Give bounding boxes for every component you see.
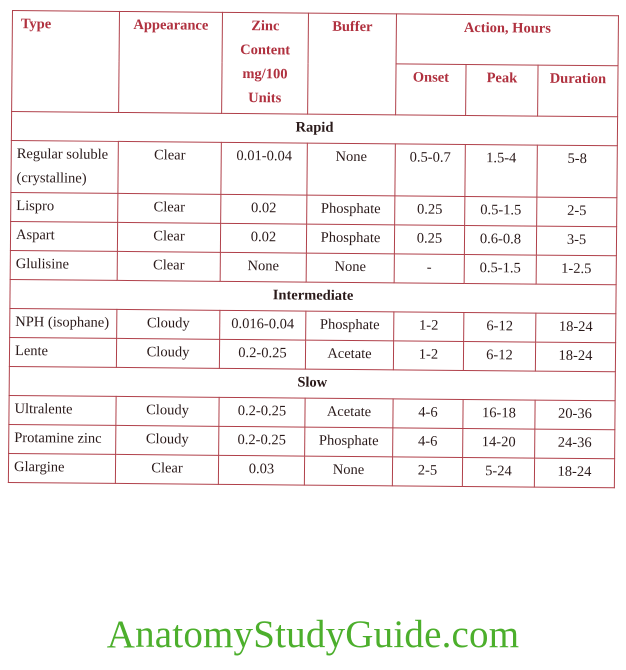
cell-type: Glargine — [8, 453, 115, 483]
insulin-table — [8, 10, 619, 488]
cell-peak: 1.5-4 — [465, 144, 537, 197]
cell-type: Protamine zinc — [9, 424, 116, 454]
cell-peak: 6-12 — [464, 313, 536, 343]
cell-buffer: None — [304, 456, 392, 486]
cell-buffer: None — [307, 143, 395, 197]
cell-appearance: Clear — [118, 194, 221, 224]
cell-zinc: 0.2-0.25 — [219, 397, 305, 427]
cell-onset: 2-5 — [392, 457, 462, 487]
cell-zinc: 0.02 — [221, 195, 307, 225]
cell-type: NPH (isophane) — [10, 309, 117, 339]
cell-buffer: Acetate — [305, 340, 393, 370]
cell-type: Glulisine — [10, 251, 117, 281]
header-action: Action, Hours — [396, 14, 618, 66]
cell-peak: 6-12 — [463, 342, 535, 372]
cell-type: Lispro — [11, 193, 118, 223]
header-onset: Onset — [396, 64, 466, 115]
cell-appearance: Cloudy — [117, 310, 220, 340]
cell-onset: 1-2 — [394, 312, 464, 342]
section-label: Intermediate — [10, 280, 616, 314]
cell-duration: 18-24 — [534, 458, 614, 488]
cell-duration: 24-36 — [535, 429, 615, 459]
cell-type: Regular soluble (crystalline) — [11, 140, 118, 194]
cell-duration: 18-24 — [536, 313, 616, 343]
watermark: AnatomyStudyGuide.com — [106, 613, 520, 656]
cell-duration: 3-5 — [536, 226, 616, 256]
cell-buffer: None — [306, 253, 394, 283]
cell-appearance: Cloudy — [116, 396, 219, 426]
cell-appearance: Clear — [118, 141, 221, 195]
cell-appearance: Clear — [115, 454, 218, 484]
cell-zinc: 0.02 — [220, 224, 306, 254]
table-row — [11, 140, 617, 198]
table-header — [12, 11, 619, 117]
section-label: Rapid — [11, 111, 617, 145]
cell-peak: 0.5-1.5 — [465, 197, 537, 227]
cell-onset: - — [394, 254, 464, 284]
cell-peak: 5-24 — [462, 457, 534, 487]
cell-duration: 1-2.5 — [536, 255, 616, 285]
cell-appearance: Clear — [117, 223, 220, 253]
cell-appearance: Cloudy — [116, 425, 219, 455]
cell-type: Aspart — [10, 222, 117, 252]
table-row — [8, 453, 614, 487]
cell-duration: 5-8 — [537, 145, 617, 199]
cell-appearance: Clear — [117, 252, 220, 282]
table-body — [8, 111, 617, 487]
cell-peak: 0.6-0.8 — [464, 226, 536, 256]
cell-buffer: Acetate — [305, 398, 393, 428]
cell-zinc: 0.2-0.25 — [219, 339, 305, 369]
header-duration: Duration — [538, 65, 618, 116]
cell-duration: 2-5 — [537, 198, 617, 228]
cell-peak: 14-20 — [463, 428, 535, 458]
cell-onset: 0.25 — [394, 225, 464, 255]
cell-buffer: Phosphate — [306, 224, 394, 254]
cell-onset: 0.5-0.7 — [395, 143, 465, 196]
cell-appearance: Cloudy — [116, 338, 219, 368]
header-type: Type — [12, 11, 120, 113]
section-label: Slow — [9, 366, 615, 400]
header-zinc: Zinc Content mg/100 Units — [222, 12, 309, 113]
cell-duration: 18-24 — [535, 342, 615, 372]
cell-zinc: 0.03 — [218, 455, 304, 485]
cell-peak: 16-18 — [463, 399, 535, 429]
cell-onset: 1-2 — [393, 341, 463, 371]
header-appearance: Appearance — [119, 11, 223, 113]
cell-onset: 0.25 — [395, 196, 465, 226]
header-peak: Peak — [466, 65, 538, 116]
cell-onset: 4-6 — [393, 428, 463, 458]
cell-type: Lente — [9, 338, 116, 368]
cell-peak: 0.5-1.5 — [464, 255, 536, 285]
cell-duration: 20-36 — [535, 400, 615, 430]
cell-onset: 4-6 — [393, 399, 463, 429]
cell-zinc: 0.016-0.04 — [220, 310, 306, 340]
cell-zinc: 0.2-0.25 — [219, 426, 305, 456]
cell-zinc: None — [220, 253, 306, 283]
cell-type: Ultralente — [9, 395, 116, 425]
cell-zinc: 0.01-0.04 — [221, 142, 307, 196]
cell-buffer: Phosphate — [306, 311, 394, 341]
cell-buffer: Phosphate — [307, 196, 395, 226]
cell-buffer: Phosphate — [305, 427, 393, 457]
header-buffer: Buffer — [308, 13, 397, 114]
